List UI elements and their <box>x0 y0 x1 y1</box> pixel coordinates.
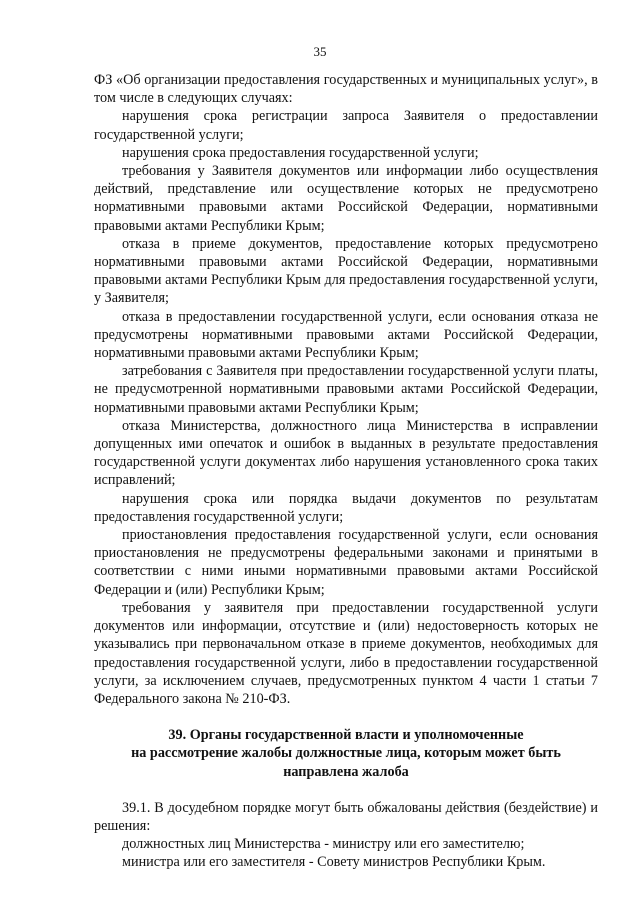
section-paragraph: министра или его заместителя - Совету министров Республики Крым. <box>122 854 546 871</box>
paragraph: ФЗ «Об организации предоставления государственных и муниципальных услуг», в том числе в следующих случаях: <box>94 72 598 107</box>
document-body <box>94 71 598 872</box>
paragraph: отказа Министерства, должностного лица Министерства в исправлении допущенных ими опечаток и ошибок в выданных в результате предоставления государственной услуги документах либо нарушения установленного срока таких исправлений; <box>94 417 598 489</box>
section-heading-line: на рассмотрение жалобы должностные лица, которым может быть <box>131 745 561 762</box>
section-heading-line: направлена жалоба <box>283 763 409 780</box>
section-paragraph: 39.1. В досудебном порядке могут быть обжалованы действия (бездействие) и решения: <box>94 799 598 834</box>
paragraph: требования у Заявителя документов или информации либо осуществления действий, представление или осуществление которых не предусмотрено нормативными правовыми актами Российской Федерации, нормативными правовыми актами Республики Крым; <box>94 163 598 234</box>
section-heading <box>94 726 598 781</box>
paragraph: отказа в приеме документов, предоставление которых предусмотрено нормативными правовыми актами Российской Федерации, нормативными правовыми актами Республики Крым для предоставления государственной услуги, у Заявителя; <box>94 235 598 307</box>
paragraph: нарушения срока предоставления государственной услуги; <box>122 144 479 161</box>
paragraph: отказа в предоставлении государственной услуги, если основания отказа не предусмотрены нормативными правовыми актами Российской Федерации, нормативными правовыми актами Республики Крым; <box>94 308 598 362</box>
paragraph: нарушения срока или порядка выдачи документов по результатам предоставления государственной услуги; <box>94 490 598 525</box>
paragraph: приостановления предоставления государственной услуги, если основания приостановления не предусмотрены федеральными законами и принятыми в соответствии с ними иными нормативными правовыми актами Российской Федерации и (или) Республики Крым; <box>94 527 598 598</box>
page-number: 35 <box>313 44 327 59</box>
paragraph: нарушения срока регистрации запроса Заявителя о предоставлении государственной услуги; <box>94 108 598 143</box>
paragraph: требования у заявителя при предоставлении государственной услуги документов или информации, отсутствие и (или) недостоверность которых не указывались при первоначальном отказе в приеме документов, необходимых для предоставления государственной услуги, либо в предоставлении государственной услуги, за исключением случаев, предусмотренных пунктом 4 части 1 статьи 7 Федерального закона № 210-ФЗ. <box>94 599 598 707</box>
section-heading-line: 39. Органы государственной власти и уполномоченные <box>168 727 524 744</box>
section-paragraph: должностных лиц Министерства - министру или его заместителю; <box>122 836 525 853</box>
paragraph: затребования с Заявителя при предоставлении государственной услуги платы, не предусмотренной нормативными правовыми актами Российской Федерации, нормативными правовыми актами Республики Крым; <box>94 363 598 416</box>
